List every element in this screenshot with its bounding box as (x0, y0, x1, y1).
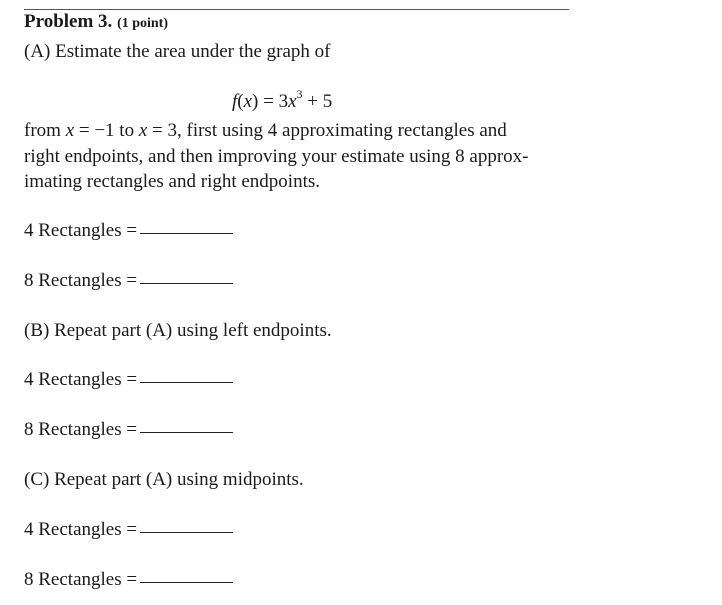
part-b-heading: (B) Repeat part (A) using left endpoints. (24, 320, 332, 341)
answer-label: 4 Rectangles = (24, 220, 138, 241)
formula-x2: x (288, 91, 297, 112)
desc-var-x: x (65, 120, 75, 141)
answer-label: 4 Rectangles = (24, 519, 138, 540)
part-c-answer-4 (24, 518, 233, 542)
desc-text: from (24, 120, 66, 141)
part-c-heading: (C) Repeat part (A) using midpoints. (24, 469, 304, 490)
answer-label: 8 Rectangles = (24, 419, 138, 440)
part-c-answer-8 (24, 568, 233, 592)
answer-blank-b4[interactable] (140, 382, 233, 383)
desc-var-x: x (138, 120, 148, 141)
answer-blank-a4[interactable] (140, 233, 233, 234)
answer-blank-b8[interactable] (140, 432, 233, 433)
part-a-answer-8 (24, 269, 233, 293)
desc-text: = −1 to (74, 120, 139, 141)
part-a-answer-4 (24, 219, 233, 243)
formula-eq: ) = 3 (252, 91, 289, 112)
answer-label: 8 Rectangles = (24, 270, 138, 291)
desc-text: = 3, first using 4 approximating rectangles and (147, 120, 507, 141)
part-a-description-line-2: right endpoints, and then improving your estimate using 8 approx- (24, 146, 529, 167)
problem-number: Problem 3. (24, 11, 113, 32)
formula-x: x (243, 91, 253, 112)
problem-title (24, 10, 168, 36)
part-a-description-line-1 (24, 119, 507, 143)
formula-open: ( (237, 91, 244, 112)
part-a-description-line-3: imating rectangles and right endpoints. (24, 171, 321, 192)
function-formula (232, 86, 333, 114)
part-b-answer-4 (24, 368, 233, 392)
answer-blank-c8[interactable] (140, 582, 233, 583)
formula-rhs: + 5 (302, 91, 333, 112)
answer-label: 8 Rectangles = (24, 569, 138, 590)
answer-blank-c4[interactable] (140, 532, 233, 533)
formula-exponent: 3 (296, 86, 303, 101)
formula-f: f (232, 91, 238, 112)
part-a-intro: (A) Estimate the area under the graph of (24, 41, 331, 62)
problem-points: (1 point) (117, 16, 169, 31)
answer-blank-a8[interactable] (140, 283, 233, 284)
answer-label: 4 Rectangles = (24, 369, 138, 390)
part-b-answer-8 (24, 418, 233, 442)
